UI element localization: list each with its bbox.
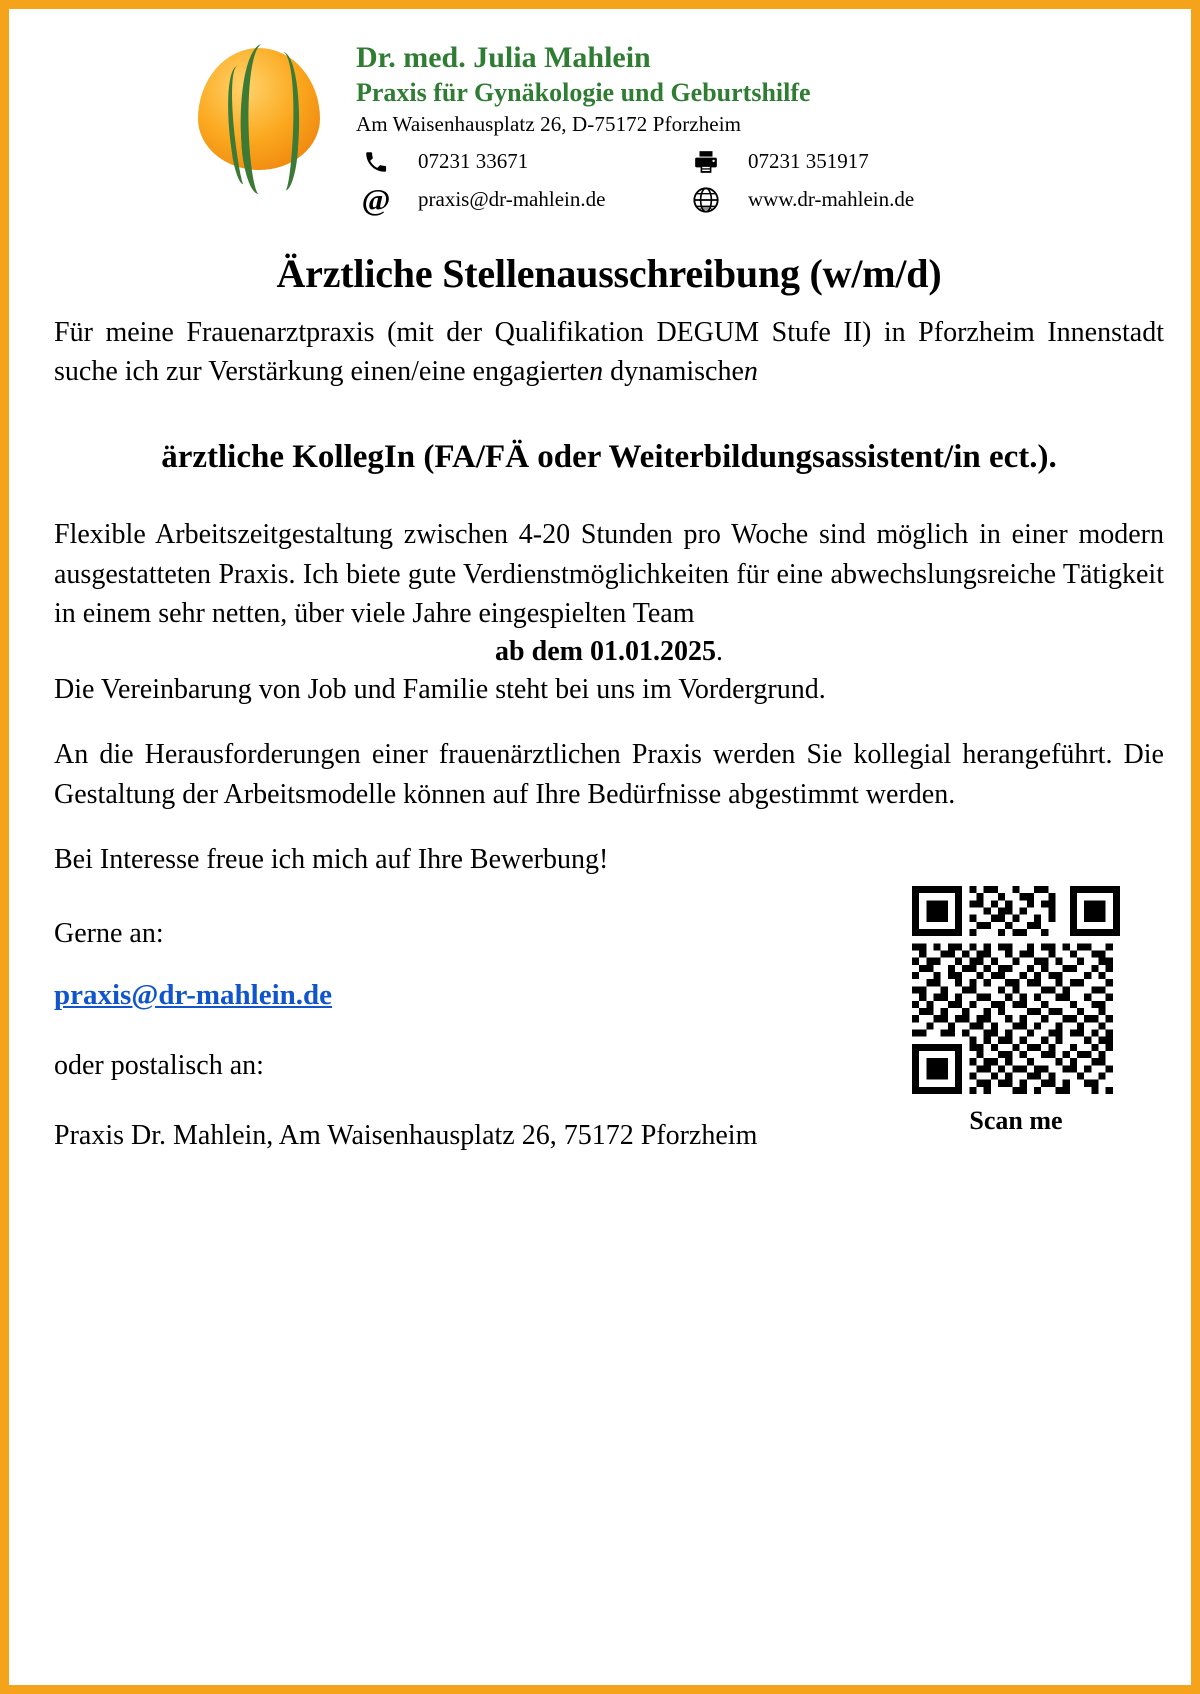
- spacer-1: [54, 709, 1164, 735]
- practice-contact-block: [334, 34, 1164, 219]
- start-date: ab dem 01.01.2025: [495, 635, 716, 667]
- spacer-5: [54, 1012, 794, 1046]
- contact-phone: [356, 149, 686, 175]
- svg-text:www: www: [699, 205, 713, 212]
- intro-text-part1: Für meine Frauenarztpraxis (mit der Qualifikation DEGUM Stufe II) in Pforzheim Innenstadt suche ich zur Verstärkung einen/eine engagierte: [54, 317, 1164, 388]
- flame-leaf-logo-icon: [184, 38, 334, 213]
- at-icon: @: [361, 182, 391, 218]
- page-inner: [18, 18, 1200, 1694]
- intro-paragraph: [54, 313, 1164, 392]
- intro-italic-2: n: [743, 356, 758, 388]
- practice-specialty: Praxis für Gynäkologie und Geburtshilfe: [356, 78, 811, 108]
- practice-address: Am Waisenhausplatz 26, D-75172 Pforzheim: [356, 111, 742, 136]
- phone-icon: [356, 149, 396, 175]
- doctor-name: Dr. med. Julia Mahlein: [356, 41, 651, 74]
- globe-icon: [686, 186, 726, 214]
- postal-label: oder postalisch an:: [54, 1050, 264, 1082]
- spacer-2: [54, 814, 1164, 840]
- position-headline: ärztliche KollegIn (FA/FÄ oder Weiterbildungsassistent/in ect.).: [161, 438, 1057, 475]
- contact-email: [356, 182, 686, 218]
- page-title: Ärztliche Stellenausschreibung (w/m/d): [276, 251, 942, 296]
- spacer-3: [54, 880, 794, 914]
- phone-number: 07231 33671: [418, 149, 529, 174]
- fax-number: 07231 351917: [748, 149, 869, 174]
- spacer-4: [54, 953, 794, 979]
- intro-italic-1: n: [589, 356, 604, 388]
- contact-rows: [356, 143, 996, 219]
- apply-label: Gerne an:: [54, 917, 164, 949]
- website-url: www.dr-mahlein.de: [748, 187, 915, 212]
- onboarding-paragraph: An die Herausforderungen einer frauenärztlichen Praxis werden Sie kollegial herangeführt. Die Gestaltung der Arbeitsmodelle können auf Ihre Bedürfnisse abgestimmt werden.: [54, 739, 1164, 810]
- letterhead: [54, 34, 1164, 224]
- intro-text-part2: dynamische: [603, 356, 744, 388]
- contact-row-phone-fax: [356, 143, 996, 181]
- start-date-line: [54, 636, 1164, 668]
- email-address: praxis@dr-mahlein.de: [418, 187, 606, 212]
- start-date-period: .: [715, 635, 723, 667]
- fax-icon: [686, 149, 726, 175]
- qr-code-icon: [912, 886, 1120, 1094]
- scan-me-label: Scan me: [969, 1105, 1063, 1135]
- application-section: [54, 880, 1164, 1152]
- application-email-link[interactable]: praxis@dr-mahlein.de: [54, 979, 333, 1012]
- interest-paragraph: Bei Interesse freue ich mich auf Ihre Bewerbung!: [54, 844, 609, 876]
- qr-block: [908, 886, 1124, 1136]
- conditions-paragraph: Flexible Arbeitszeitgestaltung zwischen 4-20 Stunden pro Woche sind möglich in einer modern ausgestatteten Praxis. Ich biete gute Verdienstmöglichkeiten für eine abwechslungsreiche Tätigkeit in einem sehr netten, über viele Jahre eingespielten Team: [54, 519, 1164, 630]
- postal-address: Praxis Dr. Mahlein, Am Waisenhausplatz 26, 75172 Pforzheim: [54, 1119, 758, 1151]
- contact-website: [686, 186, 986, 214]
- family-paragraph: Die Vereinbarung von Job und Familie steht bei uns im Vordergrund.: [54, 673, 826, 705]
- contact-row-email-web: [356, 181, 996, 219]
- application-left-column: [54, 880, 794, 1086]
- contact-fax: [686, 149, 986, 175]
